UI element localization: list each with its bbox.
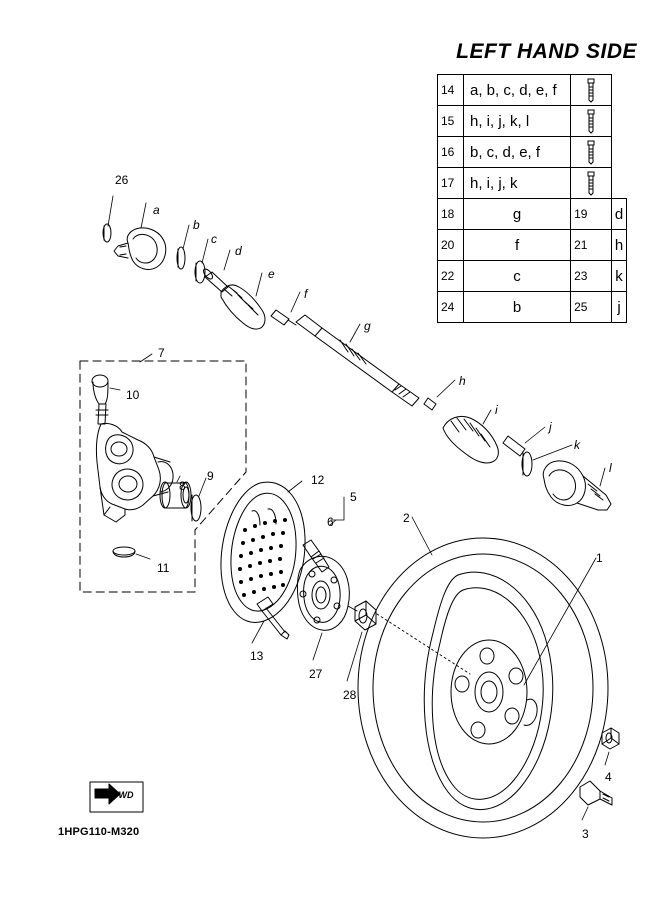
callout-number-28: 28 (343, 688, 357, 702)
legend-label: f (464, 230, 571, 261)
callout-number-1: 1 (596, 551, 603, 565)
callout-letter-d: d (235, 244, 242, 258)
part-10-ball-joint (92, 375, 120, 424)
part-h-clip (424, 380, 455, 410)
callout-number-13: 13 (250, 649, 264, 663)
legend-table (437, 74, 627, 323)
legend-number: 15 (438, 106, 464, 137)
callout-number-6: 6 (327, 515, 334, 529)
legend-number: 21 (571, 230, 612, 261)
part-e-cv-boot (221, 273, 265, 329)
legend-number: 25 (571, 292, 612, 323)
part-9-seal (191, 478, 206, 521)
part-l-inner-joint (543, 461, 611, 510)
legend-label: b (464, 292, 571, 323)
callout-number-8: 8 (179, 479, 186, 493)
callout-number-4: 4 (605, 770, 612, 784)
legend-number: 24 (438, 292, 464, 323)
callout-number-5: 5 (350, 490, 357, 504)
part-b-ring (177, 225, 189, 269)
callout-letter-l: l (609, 461, 612, 475)
part-g-drive-shaft (296, 315, 419, 406)
legend-label: d (612, 199, 627, 230)
bolt-icon (571, 106, 612, 137)
legend-label: h (612, 230, 627, 261)
legend-number: 14 (438, 75, 464, 106)
part-d-boot-band (202, 250, 230, 292)
part-11-ring (113, 547, 150, 559)
callout-number-3: 3 (582, 827, 589, 841)
part-j-clamp-ring (503, 427, 545, 456)
legend-label: h, i, j, k (464, 168, 571, 199)
legend-label: a, b, c, d, e, f (464, 75, 571, 106)
part-4-valve-nut (602, 728, 619, 765)
part-k-ring (522, 445, 572, 476)
page-title: LEFT HAND SIDE (456, 40, 637, 63)
callout-number-26: 26 (115, 173, 129, 187)
legend-number: 23 (571, 261, 612, 292)
legend-label: j (612, 292, 627, 323)
callout-letter-a: a (153, 203, 160, 217)
part-1-wheel (358, 538, 608, 841)
part-26-circlip (103, 196, 113, 242)
callout-number-9: 9 (207, 469, 214, 483)
legend-row (438, 230, 627, 261)
callout-number-11: 11 (157, 561, 170, 575)
legend-label: g (464, 199, 571, 230)
legend-row (438, 261, 627, 292)
legend-number: 22 (438, 261, 464, 292)
part-27-hub (297, 556, 357, 660)
drawing-code: 1HPG110-M320 (58, 826, 140, 838)
bolt-icon (571, 168, 612, 199)
callout-letter-h: h (459, 374, 466, 388)
callout-letter-i: i (495, 403, 498, 417)
callout-letter-c: c (211, 232, 217, 246)
callout-letter-g: g (364, 319, 371, 333)
part-f-clamp (271, 292, 300, 325)
legend-number: 19 (571, 199, 612, 230)
legend-number: 18 (438, 199, 464, 230)
legend-number: 17 (438, 168, 464, 199)
callout-number-27: 27 (309, 667, 323, 681)
legend-label: h, i, j, k, l (464, 106, 571, 137)
legend-row (438, 75, 627, 106)
legend-label: k (612, 261, 627, 292)
bolt-icon (571, 75, 612, 106)
callout-number-12: 12 (311, 473, 325, 487)
callout-letter-f: f (304, 287, 308, 301)
callout-number-2: 2 (403, 511, 410, 525)
callout-number-10: 10 (126, 388, 140, 402)
callout-letter-b: b (193, 218, 200, 232)
callout-number-7: 7 (158, 346, 165, 360)
fwd-label: FWD (113, 790, 134, 800)
part-3-valve-stem (580, 781, 612, 820)
part-i-inner-boot (443, 410, 498, 463)
bolt-icon (571, 137, 612, 168)
legend-row (438, 137, 627, 168)
legend-row (438, 292, 627, 323)
legend-label: c (464, 261, 571, 292)
legend-row (438, 168, 627, 199)
legend-label: b, c, d, e, f (464, 137, 571, 168)
legend-row (438, 106, 627, 137)
callout-letter-j: j (549, 420, 552, 434)
part-8-bearing (160, 476, 191, 508)
legend-number: 16 (438, 137, 464, 168)
part-13-bolt (252, 597, 289, 643)
part-28-nut (347, 601, 376, 681)
part-knuckle-body (96, 423, 173, 522)
legend-row (438, 199, 627, 230)
callout-letter-k: k (574, 438, 580, 452)
callout-letter-e: e (268, 267, 275, 281)
part-12-brake-disc (221, 481, 305, 622)
legend-number: 20 (438, 230, 464, 261)
